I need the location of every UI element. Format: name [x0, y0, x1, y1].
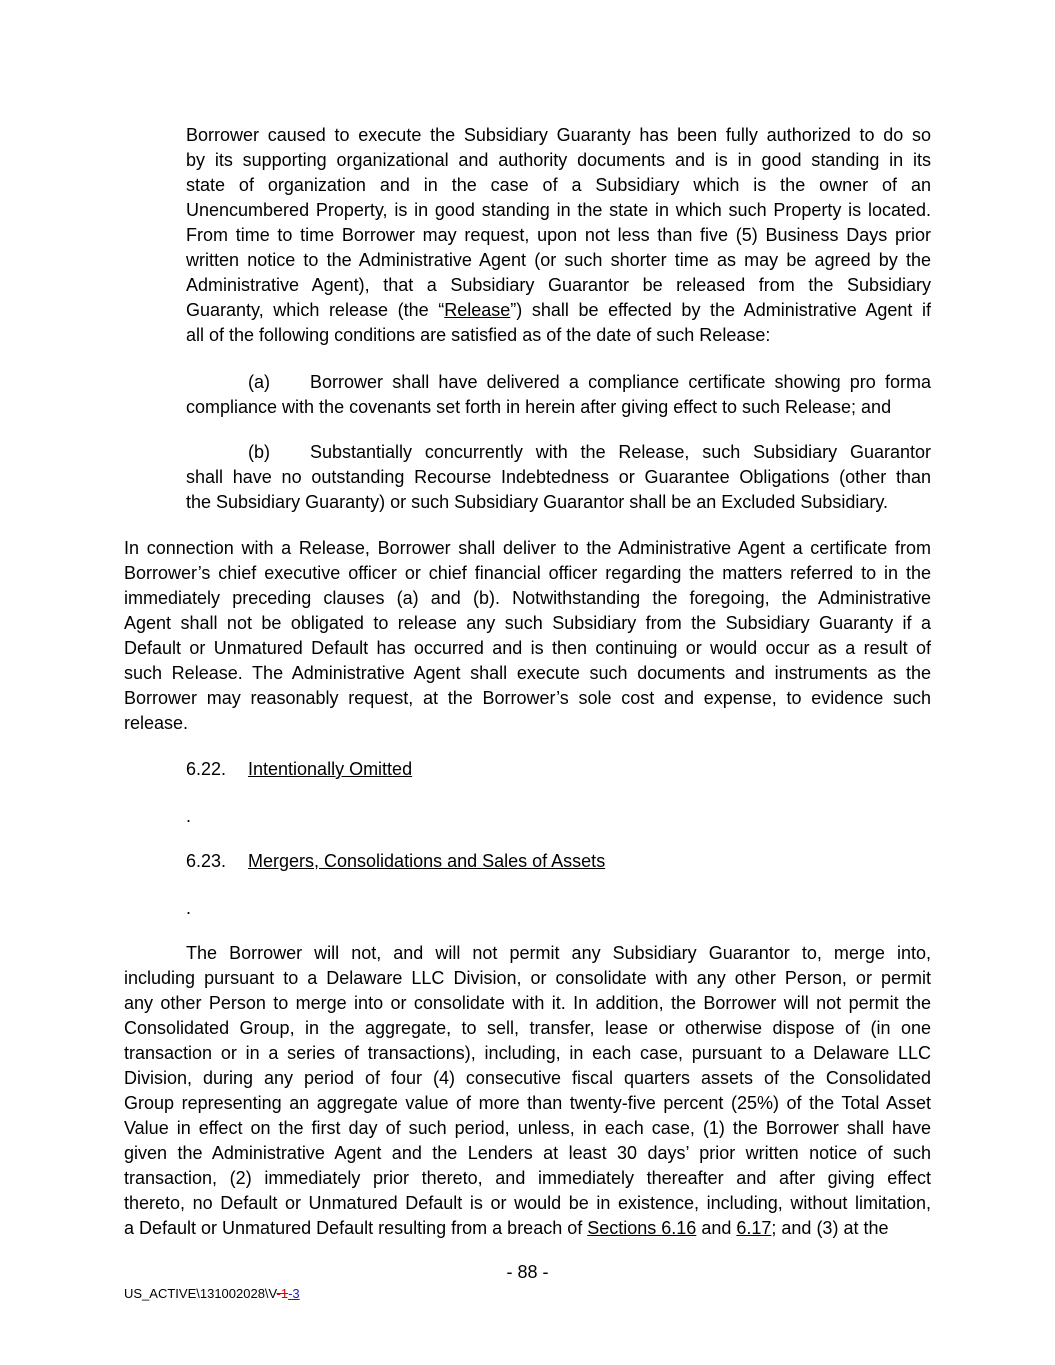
text-segment: Borrower shall have delivered a compliance certificate showing pro forma — [310, 372, 931, 392]
text-line — [124, 1041, 931, 1066]
dot-2 — [186, 896, 931, 921]
section-6-23 — [186, 849, 931, 874]
text-segment: Borrower may reasonably request, at the Borrower’s sole cost and expense, to evidence such — [124, 688, 931, 708]
text-segment: From time to time Borrower may request, upon not less than five (5) Business Days prior — [186, 225, 931, 245]
text-segment: ; and (3) at the — [771, 1218, 889, 1238]
text-line — [186, 323, 931, 348]
para-release — [124, 536, 931, 736]
text-line — [186, 148, 931, 173]
text-segment: In connection with a Release, Borrower shall deliver to the Administrative Agent a certificate from — [124, 538, 931, 558]
clause-label: 6.22. — [186, 759, 227, 779]
text-segment: Value in effect on the first day of such period, unless, in each case, (1) the Borrower shall have — [124, 1118, 931, 1138]
page-number: - 88 - — [506, 1262, 549, 1282]
text-line — [186, 298, 931, 323]
text-segment: release. — [124, 713, 189, 733]
text-line — [124, 1216, 931, 1241]
clause-label: (b) — [248, 442, 270, 462]
text-line — [124, 941, 931, 966]
text-segment: state of organization and in the case of a Subsidiary which is the owner of an — [186, 175, 931, 195]
text-segment: written notice to the Administrative Agent (or such shorter time as may be agreed by the — [186, 250, 931, 270]
underlined-reference: Intentionally Omitted — [248, 759, 413, 779]
text-line — [124, 711, 931, 736]
clause-label: (a) — [248, 372, 270, 392]
text-segment: immediately preceding clauses (a) and (b). Notwithstanding the foregoing, the Administrative — [124, 588, 931, 608]
text-line — [186, 465, 931, 490]
text-segment: Agent shall not be obligated to release any such Subsidiary from the Subsidiary Guaranty if a — [124, 613, 931, 633]
doc-id-text: US_ACTIVE\131002028\V — [124, 1286, 277, 1301]
text-segment: transaction or in a series of transactions), including, in each case, pursuant to a Delaware LLC — [124, 1043, 931, 1063]
text-line — [186, 804, 931, 829]
para-guaranty — [186, 123, 931, 348]
text-line — [186, 223, 931, 248]
para-mergers — [124, 941, 931, 1241]
text-line — [186, 173, 931, 198]
text-segment: including pursuant to a Delaware LLC Division, or consolidate with any other Person, or permit — [124, 968, 931, 988]
text-line — [124, 1166, 931, 1191]
text-line — [186, 123, 931, 148]
text-line — [124, 966, 931, 991]
text-segment: Group representing an aggregate value of more than twenty-five percent (25%) of the Total Asset — [124, 1093, 931, 1113]
text-segment: all of the following conditions are satisfied as of the date of such Release: — [186, 325, 771, 345]
text-line — [124, 1066, 931, 1091]
text-line — [186, 440, 931, 465]
text-line — [124, 991, 931, 1016]
text-line — [124, 561, 931, 586]
dot-1 — [186, 804, 931, 829]
text-line — [124, 1016, 931, 1041]
clause-a — [186, 370, 931, 420]
text-line — [124, 636, 931, 661]
text-segment: Borrower’s chief executive officer or chief financial officer regarding the matters referred to in the — [124, 563, 931, 583]
text-line — [186, 757, 931, 782]
text-segment: shall have no outstanding Recourse Indebtedness or Guarantee Obligations (other than — [186, 467, 931, 487]
document-id — [124, 1286, 300, 1301]
text-line — [186, 273, 931, 298]
clause-label: 6.23. — [186, 851, 227, 871]
text-segment: the Subsidiary Guaranty) or such Subsidiary Guarantor shall be an Excluded Subsidiary. — [186, 492, 889, 512]
text-line — [124, 1116, 931, 1141]
text-segment: . — [186, 898, 192, 918]
text-line — [186, 490, 931, 515]
text-segment: and — [696, 1218, 737, 1238]
text-segment: compliance with the covenants set forth in herein after giving effect to such Release; and — [186, 397, 892, 417]
text-line — [124, 1141, 931, 1166]
text-segment: Division, during any period of four (4) consecutive fiscal quarters assets of the Consolidated — [124, 1068, 931, 1088]
text-line — [124, 586, 931, 611]
text-line — [124, 536, 931, 561]
underlined-reference: Mergers, Consolidations and Sales of Assets — [248, 851, 606, 871]
text-line — [124, 611, 931, 636]
text-segment: given the Administrative Agent and the Lenders at least 30 days’ prior written notice of such — [124, 1143, 931, 1163]
text-line — [124, 686, 931, 711]
text-segment: Consolidated Group, in the aggregate, to sell, transfer, lease or otherwise dispose of (in one — [124, 1018, 931, 1038]
text-segment: Administrative Agent), that a Subsidiary Guarantor be released from the Subsidiary — [186, 275, 931, 295]
underlined-reference: Release — [444, 300, 511, 320]
text-segment: transaction, (2) immediately prior thereto, and immediately thereafter and after giving effect — [124, 1168, 931, 1188]
underlined-reference: Sections 6.16 — [587, 1218, 697, 1238]
text-line — [186, 849, 931, 874]
text-segment: such Release. The Administrative Agent shall execute such documents and instruments as the — [124, 663, 931, 683]
clause-b — [186, 440, 931, 515]
inserted-version: -3 — [288, 1286, 300, 1301]
text-segment: The Borrower will not, and will not permit any Subsidiary Guarantor to, merge into, — [186, 943, 931, 963]
text-line — [186, 370, 931, 395]
text-line — [186, 248, 931, 273]
text-segment: a Default or Unmatured Default resulting from a breach of — [124, 1218, 588, 1238]
text-segment: . — [186, 806, 192, 826]
text-line — [124, 661, 931, 686]
text-segment: thereto, no Default or Unmatured Default is or would be in existence, including, without limitation, — [124, 1193, 931, 1213]
text-line — [186, 198, 931, 223]
text-line — [124, 1191, 931, 1216]
text-segment: Substantially concurrently with the Release, such Subsidiary Guarantor — [310, 442, 931, 462]
text-segment: Borrower caused to execute the Subsidiary Guaranty has been fully authorized to do so — [186, 125, 931, 145]
text-line — [124, 1091, 931, 1116]
section-6-22 — [186, 757, 931, 782]
text-segment: Unencumbered Property, is in good standing in the state in which such Property is located. — [186, 200, 931, 220]
deleted-version: -1 — [276, 1286, 289, 1301]
underlined-reference: 6.17 — [736, 1218, 772, 1238]
text-line — [186, 395, 931, 420]
text-line — [186, 896, 931, 921]
text-segment: by its supporting organizational and authority documents and is in good standing in its — [186, 150, 931, 170]
text-segment: Default or Unmatured Default has occurred and is then continuing or would occur as a result of — [124, 638, 931, 658]
text-segment: Guaranty, which release (the “ — [186, 300, 445, 320]
text-segment: any other Person to merge into or consolidate with it. In addition, the Borrower will not permit the — [124, 993, 931, 1013]
text-segment: ”) shall be effected by the Administrative Agent if — [510, 300, 931, 320]
